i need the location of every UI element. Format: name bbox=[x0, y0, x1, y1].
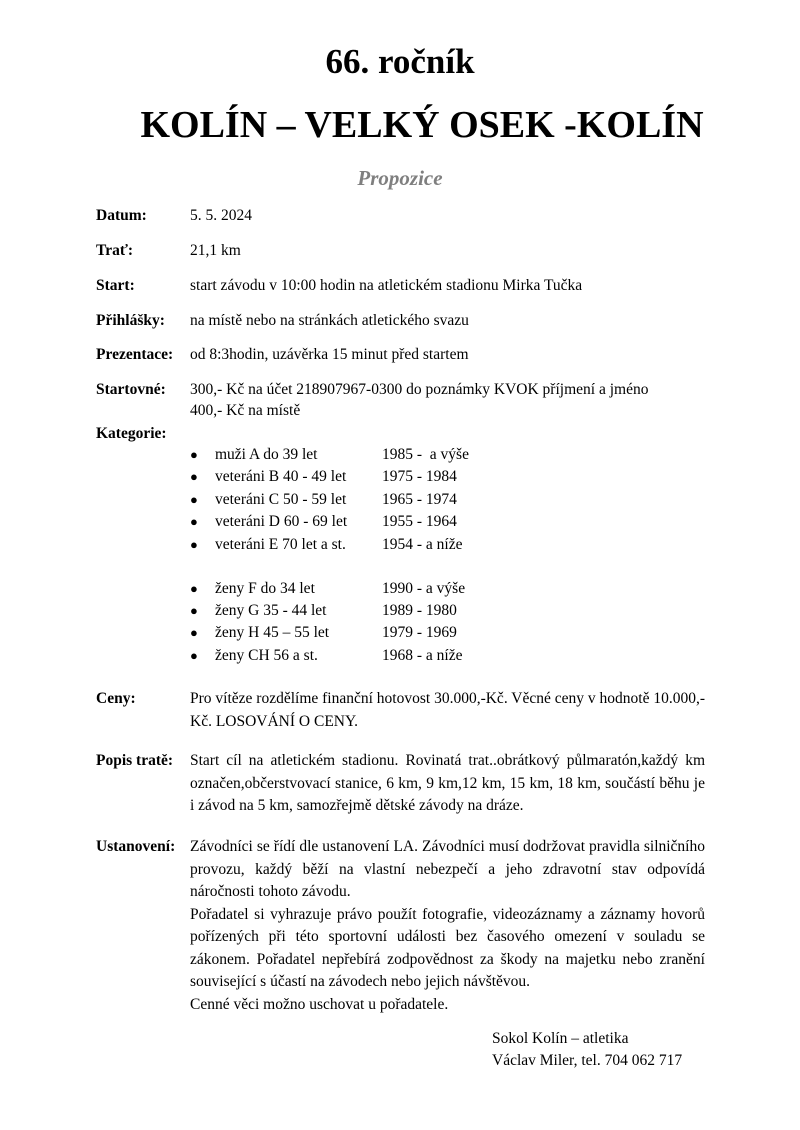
popis-text: Start cíl na atletickém stadionu. Rovinatá trat..obrátkový půlmaratón,každý km označen,občerstvovací stanice, 6 km, 9 km,12 km, 15 km, 18 km, součástí běhu je i závod na 5 km, samozřejmě dětské závody na dráze. bbox=[190, 752, 705, 814]
bullet-icon: ● bbox=[190, 492, 198, 507]
start-value: start závodu v 10:00 hodin na atletickém stadionu Mirka Tučka bbox=[190, 277, 583, 294]
category-years: 1990 - a výše bbox=[382, 580, 466, 597]
category-item bbox=[190, 600, 510, 622]
category-years: 1975 - 1984 bbox=[382, 468, 457, 485]
ceny-label: Ceny: bbox=[96, 690, 136, 707]
popis-label: Popis tratě: bbox=[96, 752, 174, 769]
category-item bbox=[190, 466, 510, 488]
category-years: 1965 - 1974 bbox=[382, 491, 457, 508]
prezentace-value: od 8:3hodin, uzávěrka 15 minut před startem bbox=[190, 346, 469, 363]
category-name: veteráni E 70 let a st. bbox=[215, 536, 346, 553]
category-name: veteráni C 50 - 59 let bbox=[215, 491, 347, 508]
datum-label: Datum: bbox=[96, 207, 147, 224]
category-name: veteráni B 40 - 49 let bbox=[215, 468, 347, 485]
category-years: 1968 - a níže bbox=[382, 647, 463, 664]
category-name: muži A do 39 let bbox=[215, 446, 318, 463]
trat-label: Trať: bbox=[96, 242, 134, 259]
category-years: 1955 - 1964 bbox=[382, 513, 457, 530]
bullet-icon: ● bbox=[190, 514, 198, 529]
prihlasky-label: Přihlášky: bbox=[96, 312, 165, 329]
kategorie-label: Kategorie: bbox=[96, 425, 167, 442]
ceny-text: Pro vítěze rozdělíme finanční hotovost 30.000,-Kč. Věcné ceny v hodnotě 10.000,-Kč. LOSOVÁNÍ O CENY. bbox=[190, 690, 705, 730]
document-subtitle: Propozice bbox=[357, 166, 443, 190]
prihlasky-value: na místě nebo na stránkách atletického svazu bbox=[190, 312, 469, 329]
prezentace-label: Prezentace: bbox=[96, 346, 174, 363]
category-item bbox=[190, 622, 510, 644]
category-item bbox=[190, 444, 510, 466]
category-item bbox=[190, 534, 510, 556]
bullet-icon: ● bbox=[190, 469, 198, 484]
category-name: veteráni D 60 - 69 let bbox=[215, 513, 348, 530]
category-name: ženy F do 34 let bbox=[215, 580, 315, 597]
bullet-icon: ● bbox=[190, 447, 198, 462]
trat-value: 21,1 km bbox=[190, 242, 241, 259]
category-item bbox=[190, 489, 510, 511]
ustanoveni-paragraph-3: Cenné věci možno uschovat u pořadatele. bbox=[190, 995, 449, 1013]
category-name: ženy H 45 – 55 let bbox=[215, 624, 330, 641]
category-name: ženy CH 56 a st. bbox=[215, 647, 318, 664]
startovne-line1: 300,- Kč na účet 218907967-0300 do poznámky KVOK příjmení a jméno bbox=[190, 381, 649, 398]
bullet-icon: ● bbox=[190, 625, 198, 640]
bullet-icon: ● bbox=[190, 581, 198, 596]
ustanoveni-label: Ustanovení: bbox=[96, 838, 176, 855]
category-name: ženy G 35 - 44 let bbox=[215, 602, 327, 619]
organizer-name: Sokol Kolín – atletika bbox=[492, 1030, 629, 1047]
category-years: 1979 - 1969 bbox=[382, 624, 457, 641]
category-years: 1954 - a níže bbox=[382, 536, 463, 553]
start-label: Start: bbox=[96, 277, 135, 294]
category-item bbox=[190, 645, 510, 667]
bullet-icon: ● bbox=[190, 603, 198, 618]
race-name: KOLÍN – VELKÝ OSEK -KOLÍN bbox=[140, 104, 704, 146]
bullet-icon: ● bbox=[190, 648, 198, 663]
category-item bbox=[190, 578, 510, 600]
organizer-contact: Václav Miler, tel. 704 062 717 bbox=[492, 1052, 683, 1069]
edition-title: 66. ročník bbox=[325, 42, 475, 81]
startovne-label: Startovné: bbox=[96, 381, 166, 398]
datum-value: 5. 5. 2024 bbox=[190, 207, 252, 224]
ustanoveni-paragraph-2: Pořadatel si vyhrazuje právo použít fotografie, videozáznamy a záznamy hovorů pořízených při této sportovní události bez časového omezení v souladu se zákonem. Pořadatel nepřebírá zodpovědnost za škody na majetku nebo zranění související s účastí na závodech nebo jejich návštěvou. bbox=[190, 905, 705, 990]
category-item bbox=[190, 511, 510, 533]
bullet-icon: ● bbox=[190, 537, 198, 552]
category-years: 1989 - 1980 bbox=[382, 602, 457, 619]
category-years: 1985 - a výše bbox=[382, 446, 469, 463]
startovne-line2: 400,- Kč na místě bbox=[190, 402, 301, 419]
ustanoveni-text bbox=[190, 836, 705, 1016]
ustanoveni-paragraph-1: Závodníci se řídí dle ustanovení LA. Závodníci musí dodržovat pravidla silničního provozu, každý běží na vlastní nebezpečí a jeho zdravotní stav odpovídá náročnosti tohoto závodu. bbox=[190, 838, 705, 900]
